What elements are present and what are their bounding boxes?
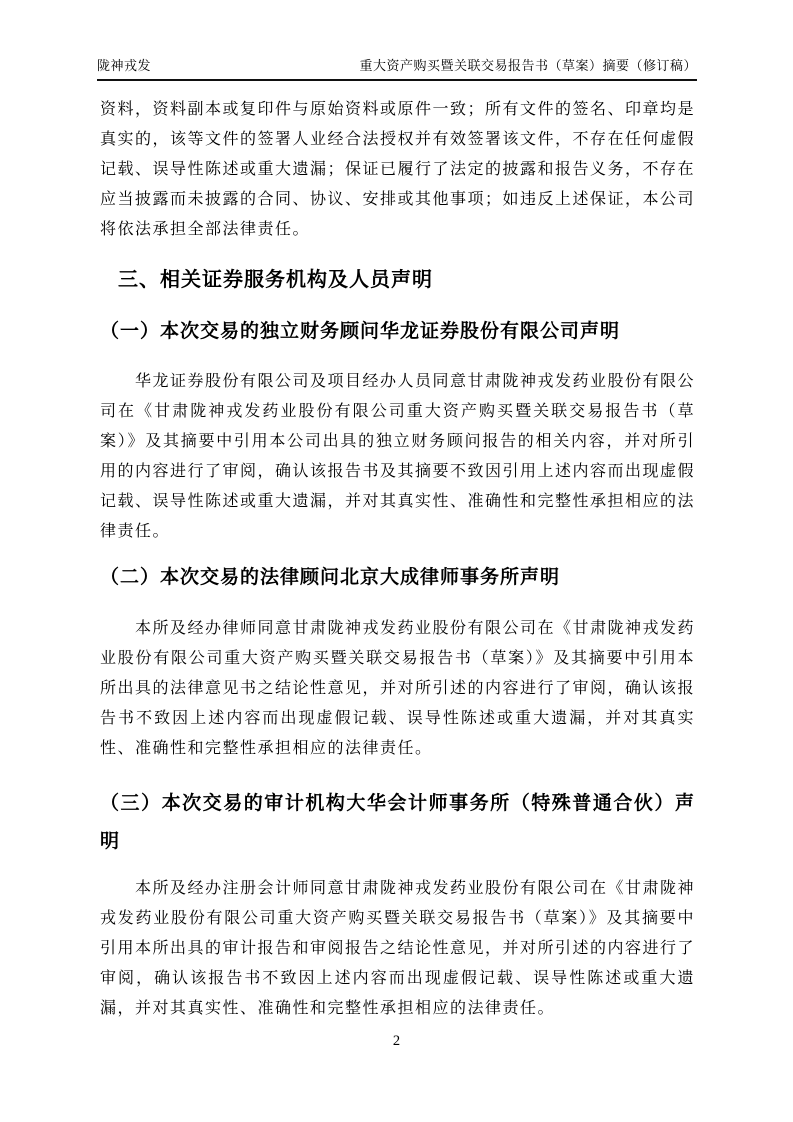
subsection-heading-legal-counsel: （二）本次交易的法律顾问北京大成律师事务所声明 — [100, 567, 561, 588]
document-body — [100, 77, 695, 1024]
page-number: 2 — [392, 1033, 401, 1049]
paragraph-financial-advisor-statement: 华龙证券股份有限公司及项目经办人员同意甘肃陇神戎发药业股份有限公司在《甘肃陇神戎发药业股份有限公司重大资产购买暨关联交易报告书（草案）》及其摘要中引用本公司出具的独立财务顾问报告的相关内容，并对所引用的内容进行了审阅，确认该报告书及其摘要不致因引用上述内容而出现虚假记载、误导性陈述或重大遗漏，并对其真实性、准确性和完整性承担相应的法律责任。 — [100, 373, 696, 540]
subsection-heading-financial-advisor: （一）本次交易的独立财务顾问华龙证券股份有限公司声明 — [100, 321, 621, 342]
paragraph-legal-counsel-statement: 本所及经办律师同意甘肃陇神戎发药业股份有限公司在《甘肃陇神戎发药业股份有限公司重大资产购买暨关联交易报告书（草案）》及其摘要中引用本所出具的法律意见书之结论性意见，并对所引述的内容进行了审阅，确认该报告书不致因上述内容而出现虚假记载、误导性陈述或重大遗漏，并对其真实性、准确性和完整性承担相应的法律责任。 — [100, 620, 696, 757]
paragraph-guarantee-continuation: 资料，资料副本或复印件与原始资料或原件一致；所有文件的签名、印章均是真实的，该等文件的签署人业经合法授权并有效签署该文件，不存在任何虚假记载、误导性陈述或重大遗漏；保证已履行了法定的披露和报告义务，不存在应当披露而未披露的合同、协议、安排或其他事项；如违反上述保证，本公司将依法承担全部法律责任。 — [100, 101, 696, 238]
paragraph-audit-firm-statement: 本所及经办注册会计师同意甘肃陇神戎发药业股份有限公司在《甘肃陇神戎发药业股份有限公司重大资产购买暨关联交易报告书（草案）》及其摘要中引用本所出具的审计报告和审阅报告之结论性意见，并对所引述的内容进行了审阅，确认该报告书不致因上述内容而出现虚假记载、误导性陈述或重大遗漏，并对其真实性、准确性和完整性承担相应的法律责任。 — [100, 880, 696, 1017]
page-footer — [0, 1033, 793, 1050]
header-report-title: 重大资产购买暨关联交易报告书（草案）摘要（修订稿） — [359, 58, 697, 73]
section-heading-three: 三、相关证券服务机构及人员声明 — [118, 269, 433, 291]
subsection-heading-audit-firm: （三）本次交易的审计机构大华会计师事务所（特殊普通合伙）声明 — [100, 793, 695, 852]
header-company-short-name: 陇神戎发 — [97, 58, 152, 73]
